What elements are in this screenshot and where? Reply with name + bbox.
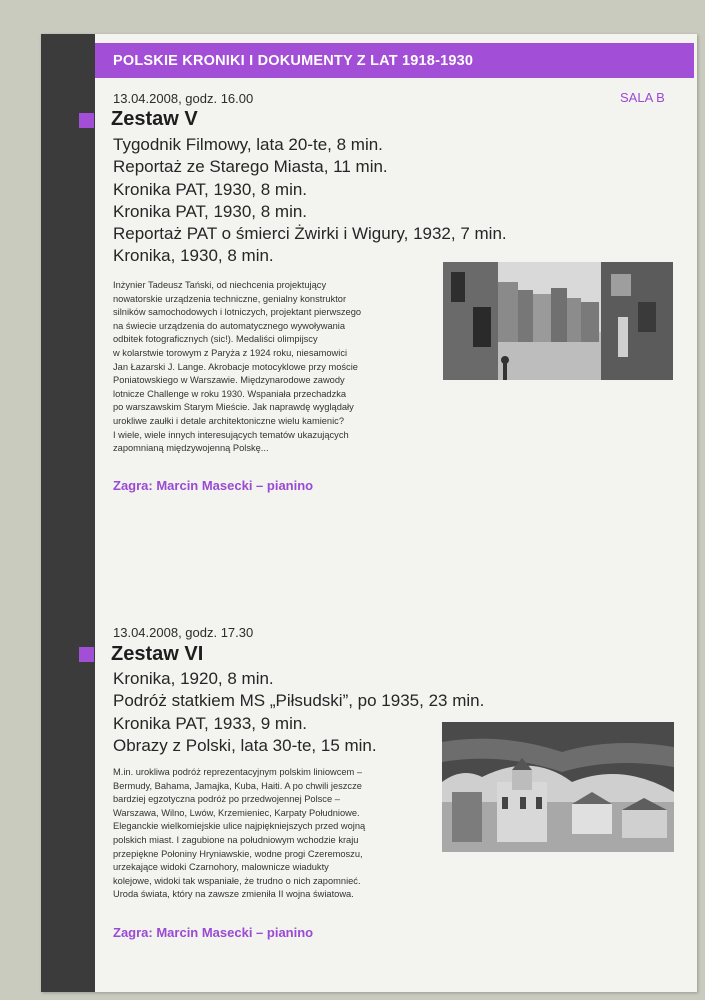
set-5-date: 13.04.2008, godz. 16.00 [113, 91, 254, 106]
set-6-marker [79, 647, 94, 662]
description-line: kolejowe, widoki tak wspaniałe, że trudno o nich zapomnieć. [113, 875, 361, 886]
set-6-film-list [113, 668, 484, 757]
set-6-description [113, 766, 365, 902]
film-item: Reportaż ze Starego Miasta, 11 min. [113, 157, 388, 177]
set-5-title: Zestaw V [111, 108, 198, 130]
description-line: lotnicze Challenge w roku 1930. Wspaniała przechadzka [113, 388, 347, 399]
film-item: Obrazy z Polski, lata 30-te, 15 min. [113, 735, 377, 755]
film-item: Reportaż PAT o śmierci Żwirki i Wigury, 1932, 7 min. [113, 224, 507, 244]
city-panorama-photo [442, 722, 674, 852]
description-line: bardziej egzotyczna podróż po przedwojennej Polsce – [113, 794, 340, 805]
description-line: Eleganckie wielkomiejskie ulice najpiękniejszych przed wojną [113, 821, 366, 832]
set-6-performer: Zagra: Marcin Masecki – pianino [113, 925, 314, 940]
description-line: na świecie urządzenia do automatycznego wywoływania [113, 320, 346, 331]
page-title: POLSKIE KRONIKI I DOKUMENTY Z LAT 1918-1930 [113, 53, 474, 69]
description-line: przepiękne Połoniny Hryniawskie, wodne progi Czeremoszu, [113, 848, 363, 859]
description-line: nowatorskie urządzenia techniczne, genialny konstruktor [113, 293, 347, 304]
film-item: Kronika PAT, 1930, 8 min. [113, 201, 308, 221]
set-6-date: 13.04.2008, godz. 17.30 [113, 625, 254, 640]
description-line: Inżynier Tadeusz Tański, od niechcenia projektujący [113, 280, 327, 290]
set-5-description [113, 279, 361, 456]
description-line: po warszawskim Starym Mieście. Jak naprawdę wyglądały [113, 402, 354, 413]
description-line: Warszawa, Wilno, Lwów, Krzemieniec, Karpaty Południowe. [113, 807, 360, 818]
film-item: Podróż statkiem MS „Piłsudski”, po 1935, 23 min. [113, 691, 485, 711]
description-line: Poniatowskiego w Warszawie. Międzynarodowe zawody [113, 375, 345, 386]
film-item: Tygodnik Filmowy, lata 20-te, 8 min. [113, 135, 383, 154]
set-5-marker [79, 113, 94, 128]
film-item: Kronika PAT, 1933, 9 min. [113, 713, 308, 733]
old-town-photo [443, 262, 673, 380]
description-line: Jan Łazarski J. Lange. Akrobacje motocyklowe przy moście [113, 361, 358, 372]
set-5-film-list [113, 134, 507, 268]
hall-label: SALA B [620, 90, 665, 105]
film-item: Kronika PAT, 1930, 8 min. [113, 179, 308, 199]
description-line: polskich miast. I zagubione na południowym wchodzie kraju [113, 834, 359, 845]
description-line: Bermudy, Bahama, Jamajka, Kuba, Haiti. A po chwili jeszcze [113, 780, 362, 791]
description-line: zapomnianą międzywojenną Polskę... [113, 443, 269, 454]
description-line: urzekające widoki Czarnohory, malownicze wiadukty [113, 862, 329, 873]
description-line: M.in. urokliwa podróż reprezentacyjnym polskim liniowcem – [113, 767, 363, 777]
film-item: Kronika, 1920, 8 min. [113, 669, 274, 688]
description-line: urokliwe zaułki i detale architektoniczne wielu kamienic? [113, 415, 344, 426]
description-line: Uroda świata, który na zawsze zmieniła II wojna światowa. [113, 889, 354, 900]
description-line: odbitek fotograficznych (sic!). Medaliści olimpijscy [113, 334, 318, 345]
description-line: silników samochodowych i lotniczych, projektant pierwszego [113, 307, 362, 318]
description-line: I wiele, wiele innych interesujących tematów ukazujących [113, 429, 349, 440]
description-line: w kolarstwie torowym z Paryża z 1924 roku, niesamowici [113, 347, 348, 358]
set-6-title: Zestaw VI [111, 643, 204, 665]
binding-spine [41, 34, 95, 992]
film-item: Kronika, 1930, 8 min. [113, 246, 274, 266]
set-5-performer: Zagra: Marcin Masecki – pianino [113, 478, 314, 493]
